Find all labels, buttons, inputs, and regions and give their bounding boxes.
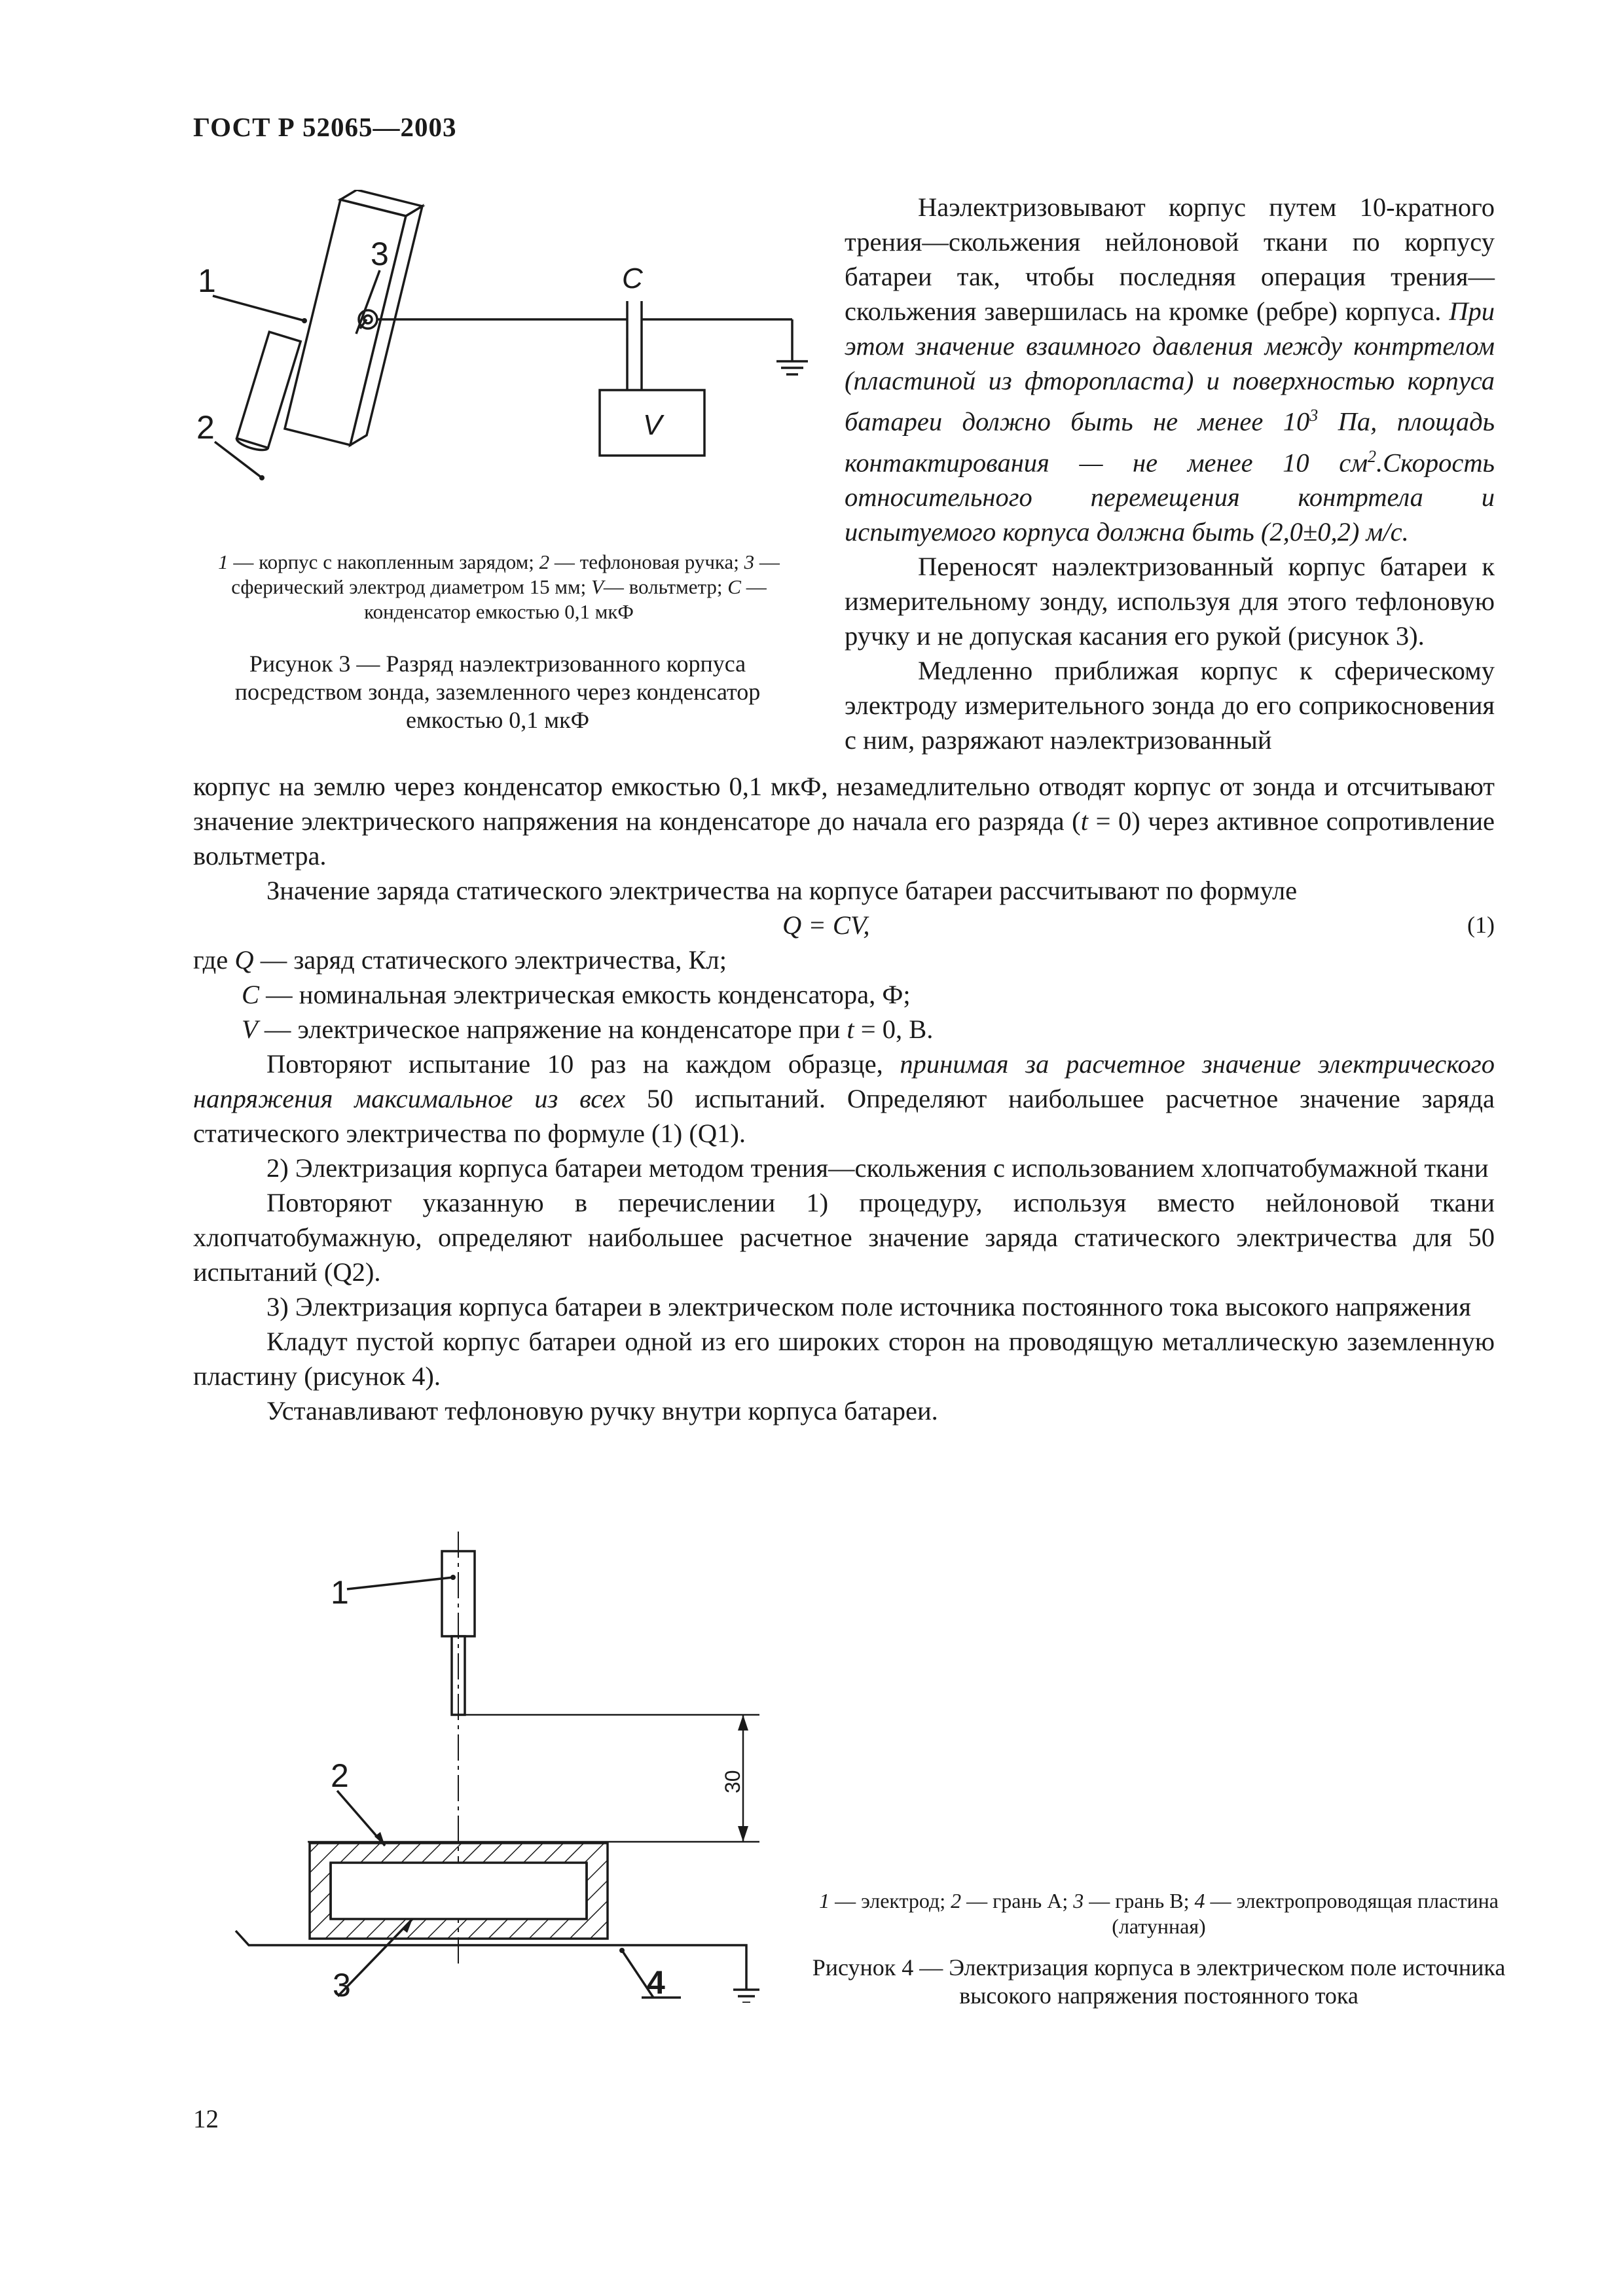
paragraph-method-3-desc: Кладут пустой корпус батареи одной из его широких сторон на проводящую металлическую заземленную пластину (рисунок 4). xyxy=(193,1327,1495,1391)
right-column-text xyxy=(845,190,1495,757)
page-number: 12 xyxy=(193,2105,219,2133)
document-header: ГОСТ Р 52065—2003 xyxy=(193,112,457,142)
paragraph-method-2-desc: Повторяют указанную в перечислении 1) процедуру, используя вместо нейлоновой ткани хлопчатобумажную, определяют наибольшее расчетное значение заряда статического электричества для 50 испытаний (Q2). xyxy=(193,1188,1495,1287)
figure-3-legend: 1 — корпус с накопленным зарядом; 2 — тефлоновая ручка; 3 — сферический электрод диаметром 15 мм; V— вольтметр; C — конденсатор емкостью 0,1 мкФ xyxy=(218,550,780,623)
formula-row xyxy=(193,908,1495,942)
fig4-label-1: 1 xyxy=(331,1574,349,1611)
formula-legend-v: V — электрическое напряжение на конденсаторе при t = 0, В. xyxy=(242,1014,934,1044)
figure-3-caption: Рисунок 3 — Разряд наэлектризованного корпуса посредством зонда, заземленного через конденсатор емкостью 0,1 мкФ xyxy=(234,651,761,733)
fig4-label-3: 3 xyxy=(333,1967,351,2003)
formula-legend-q: где Q — заряд статического электричества, Кл; xyxy=(193,945,727,975)
fig4-label-4: 4 xyxy=(647,1964,665,2001)
fig3-label-v: V xyxy=(643,409,663,441)
fig3-label-1: 1 xyxy=(198,262,216,299)
paragraph-approach-cont: корпус на землю через конденсатор емкостью 0,1 мкФ, незамедлительно отводят корпус от зонда и отсчитывают значение электрического напряжения на конденсаторе до начала его разряда (t = 0) через активное сопротивление вольтметра. xyxy=(193,772,1495,870)
paragraph-transfer: Переносят наэлектризованный корпус батареи к измерительному зонду, используя для этого тефлоновую ручку и не допуская касания его рукой (рисунок 3). xyxy=(845,552,1495,651)
paragraph-repeat: Повторяют испытание 10 раз на каждом образце, принимая за расчетное значение электрического напряжения максимальное из всех 50 испытаний. Определяют наибольшее расчетное значение заряда статического электричества по формуле (1) (Q1). xyxy=(193,1049,1495,1148)
paragraph-formula-intro: Значение заряда статического электричества на корпусе батареи рассчитывают по формуле xyxy=(266,876,1298,905)
paragraph-teflon: Устанавливают тефлоновую ручку внутри корпуса батареи. xyxy=(266,1396,938,1426)
figure-4-diagram xyxy=(223,1532,812,2003)
formula-legend-c: C — номинальная электрическая емкость конденсатора, Ф; xyxy=(242,980,911,1009)
formula: Q = CV, xyxy=(782,910,870,940)
full-width-text xyxy=(193,769,1495,1428)
figure-4-caption: Рисунок 4 — Электризация корпуса в электрическом поле источника высокого напряжения постоянного тока xyxy=(812,1954,1506,2009)
figure-4-legend: 1 — электрод; 2 — грань А; 3 — грань В; 4 — электропроводящая пластина (латунная) xyxy=(819,1889,1499,1938)
formula-number: (1) xyxy=(1467,912,1495,938)
fig4-label-2: 2 xyxy=(331,1757,349,1794)
fig3-label-3: 3 xyxy=(371,236,389,272)
paragraph-electrify: Наэлектризовывают корпус путем 10-кратного трения—скольжения нейлоновой ткани по корпусу батареи так, чтобы последняя операция трения—скольжения завершилась на кромке (ребре) корпуса. При этом значение взаимного давления между контртелом (пластиной из фторопласта) и поверхностью корпуса батареи должно быть не менее $10^3$ Па, площадь контактирования — не менее 10 $см^2.Скорость$ относительного перемещения контртела и испытуемого корпуса должна быть (2,0±0,2) м/с. xyxy=(845,192,1495,547)
paragraph-approach: Медленно приближая корпус к сферическому электроду измерительного зонда до его соприкосновения с ним, разряжают наэлектризованный xyxy=(845,656,1495,755)
paragraph-method-3: 3) Электризация корпуса батареи в электрическом поле источника постоянного тока высокого напряжения xyxy=(266,1292,1471,1321)
paragraph-method-2: 2) Электризация корпуса батареи методом трения—скольжения с использованием хлопчатобумажной ткани xyxy=(266,1153,1489,1183)
fig3-label-c: C xyxy=(622,262,643,295)
fig3-label-2: 2 xyxy=(196,409,215,446)
fig4-dimension: 30 xyxy=(721,1770,744,1793)
figure-3-diagram xyxy=(183,190,838,543)
